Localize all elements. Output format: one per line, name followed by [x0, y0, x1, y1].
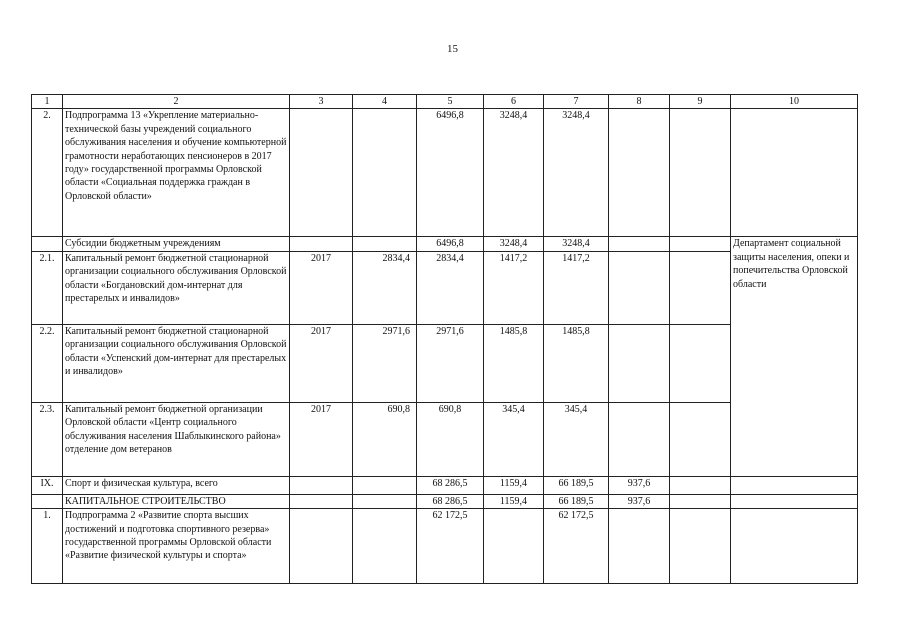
row-index: 2.1.: [32, 251, 63, 324]
cell-col6: 3248,4: [484, 109, 544, 237]
cell-col6: 345,4: [484, 402, 544, 476]
cell-col6: [484, 509, 544, 584]
cell-col7: 62 172,5: [544, 509, 609, 584]
cell-col7: 66 189,5: [544, 476, 609, 494]
cell-year: 2017: [290, 251, 353, 324]
cell-year: [290, 237, 353, 251]
cell-col5: 2834,4: [417, 251, 484, 324]
cell-year: [290, 476, 353, 494]
cell-col8: 937,6: [609, 494, 670, 508]
column-header: 2: [63, 95, 290, 109]
table-row: [32, 509, 858, 584]
cell-col8: [609, 509, 670, 584]
cell-year: [290, 109, 353, 237]
table-row: [32, 494, 858, 508]
cell-col4: [353, 494, 417, 508]
column-header: 8: [609, 95, 670, 109]
cell-col9: [670, 109, 731, 237]
cell-col9: [670, 494, 731, 508]
column-header: 5: [417, 95, 484, 109]
cell-col4: [353, 476, 417, 494]
column-header: 6: [484, 95, 544, 109]
cell-col4: [353, 237, 417, 251]
cell-col4: 2971,6: [353, 324, 417, 402]
cell-col4: 2834,4: [353, 251, 417, 324]
budget-table: [31, 94, 858, 584]
cell-col7: 1417,2: [544, 251, 609, 324]
cell-year: 2017: [290, 402, 353, 476]
cell-col6: 1159,4: [484, 476, 544, 494]
cell-col5: 68 286,5: [417, 476, 484, 494]
row-index: [32, 494, 63, 508]
cell-col9: [670, 476, 731, 494]
table-row: [32, 109, 858, 237]
cell-col5: 690,8: [417, 402, 484, 476]
page-number: 15: [447, 43, 458, 55]
row-index: [32, 237, 63, 251]
cell-col5: 6496,8: [417, 237, 484, 251]
cell-col9: [670, 237, 731, 251]
table-header-row: [32, 95, 858, 109]
cell-col7: 345,4: [544, 402, 609, 476]
cell-col5: 62 172,5: [417, 509, 484, 584]
cell-col5: 2971,6: [417, 324, 484, 402]
cell-responsible: [731, 109, 858, 237]
cell-col7: 3248,4: [544, 237, 609, 251]
row-description: Капитальный ремонт бюджетной организации Орловской области «Центр социального обслуживания населения Шаблыкинского района» отделение дом ветеранов: [63, 402, 290, 476]
column-header: 7: [544, 95, 609, 109]
cell-col4: [353, 509, 417, 584]
cell-col8: [609, 109, 670, 237]
row-index: 1.: [32, 509, 63, 584]
cell-col8: [609, 324, 670, 402]
cell-col7: 1485,8: [544, 324, 609, 402]
cell-col7: 3248,4: [544, 109, 609, 237]
cell-year: [290, 509, 353, 584]
row-index: 2.: [32, 109, 63, 237]
cell-col8: [609, 237, 670, 251]
row-description: Подпрограмма 2 «Развитие спорта высших достижений и подготовка спортивного резерва» государственной программы Орловской области «Развитие физической культуры и спорта»: [63, 509, 290, 584]
row-description: Капитальный ремонт бюджетной стационарной организации социального обслуживания Орловской области «Богдановский дом-интернат для престарелых и инвалидов»: [63, 251, 290, 324]
cell-col8: [609, 402, 670, 476]
cell-year: [290, 494, 353, 508]
cell-col9: [670, 324, 731, 402]
column-header: 10: [731, 95, 858, 109]
row-description: Спорт и физическая культура, всего: [63, 476, 290, 494]
column-header: 3: [290, 95, 353, 109]
cell-col9: [670, 509, 731, 584]
row-description: Субсидии бюджетным учреждениям: [63, 237, 290, 251]
cell-col4: [353, 109, 417, 237]
table-row: [32, 237, 858, 251]
row-index: 2.2.: [32, 324, 63, 402]
row-index: 2.3.: [32, 402, 63, 476]
cell-col9: [670, 402, 731, 476]
cell-responsible: [731, 509, 858, 584]
row-index: IX.: [32, 476, 63, 494]
cell-col6: 1159,4: [484, 494, 544, 508]
cell-col6: 1417,2: [484, 251, 544, 324]
row-description: КАПИТАЛЬНОЕ СТРОИТЕЛЬСТВО: [63, 494, 290, 508]
cell-responsible: [731, 494, 858, 508]
cell-col8: 937,6: [609, 476, 670, 494]
row-description: Капитальный ремонт бюджетной стационарной организации социального обслуживания Орловской области «Успенский дом-интернат для престарелых и инвалидов»: [63, 324, 290, 402]
cell-year: 2017: [290, 324, 353, 402]
column-header: 1: [32, 95, 63, 109]
column-header: 9: [670, 95, 731, 109]
cell-col5: 6496,8: [417, 109, 484, 237]
cell-col6: 1485,8: [484, 324, 544, 402]
cell-responsible: Департамент социальной защиты населения, опеки и попечительства Орловской области: [731, 237, 858, 476]
cell-col5: 68 286,5: [417, 494, 484, 508]
cell-col9: [670, 251, 731, 324]
cell-col7: 66 189,5: [544, 494, 609, 508]
cell-col8: [609, 251, 670, 324]
column-header: 4: [353, 95, 417, 109]
cell-col6: 3248,4: [484, 237, 544, 251]
table-row: [32, 476, 858, 494]
row-description: Подпрограмма 13 «Укрепление материально-технической базы учреждений социального обслуживания населения и обучение компьютерной грамотности неработающих пенсионеров в 2017 году» государственной программы Орловской области «Социальная поддержка граждан в Орловской области»: [63, 109, 290, 237]
cell-col4: 690,8: [353, 402, 417, 476]
cell-responsible: [731, 476, 858, 494]
